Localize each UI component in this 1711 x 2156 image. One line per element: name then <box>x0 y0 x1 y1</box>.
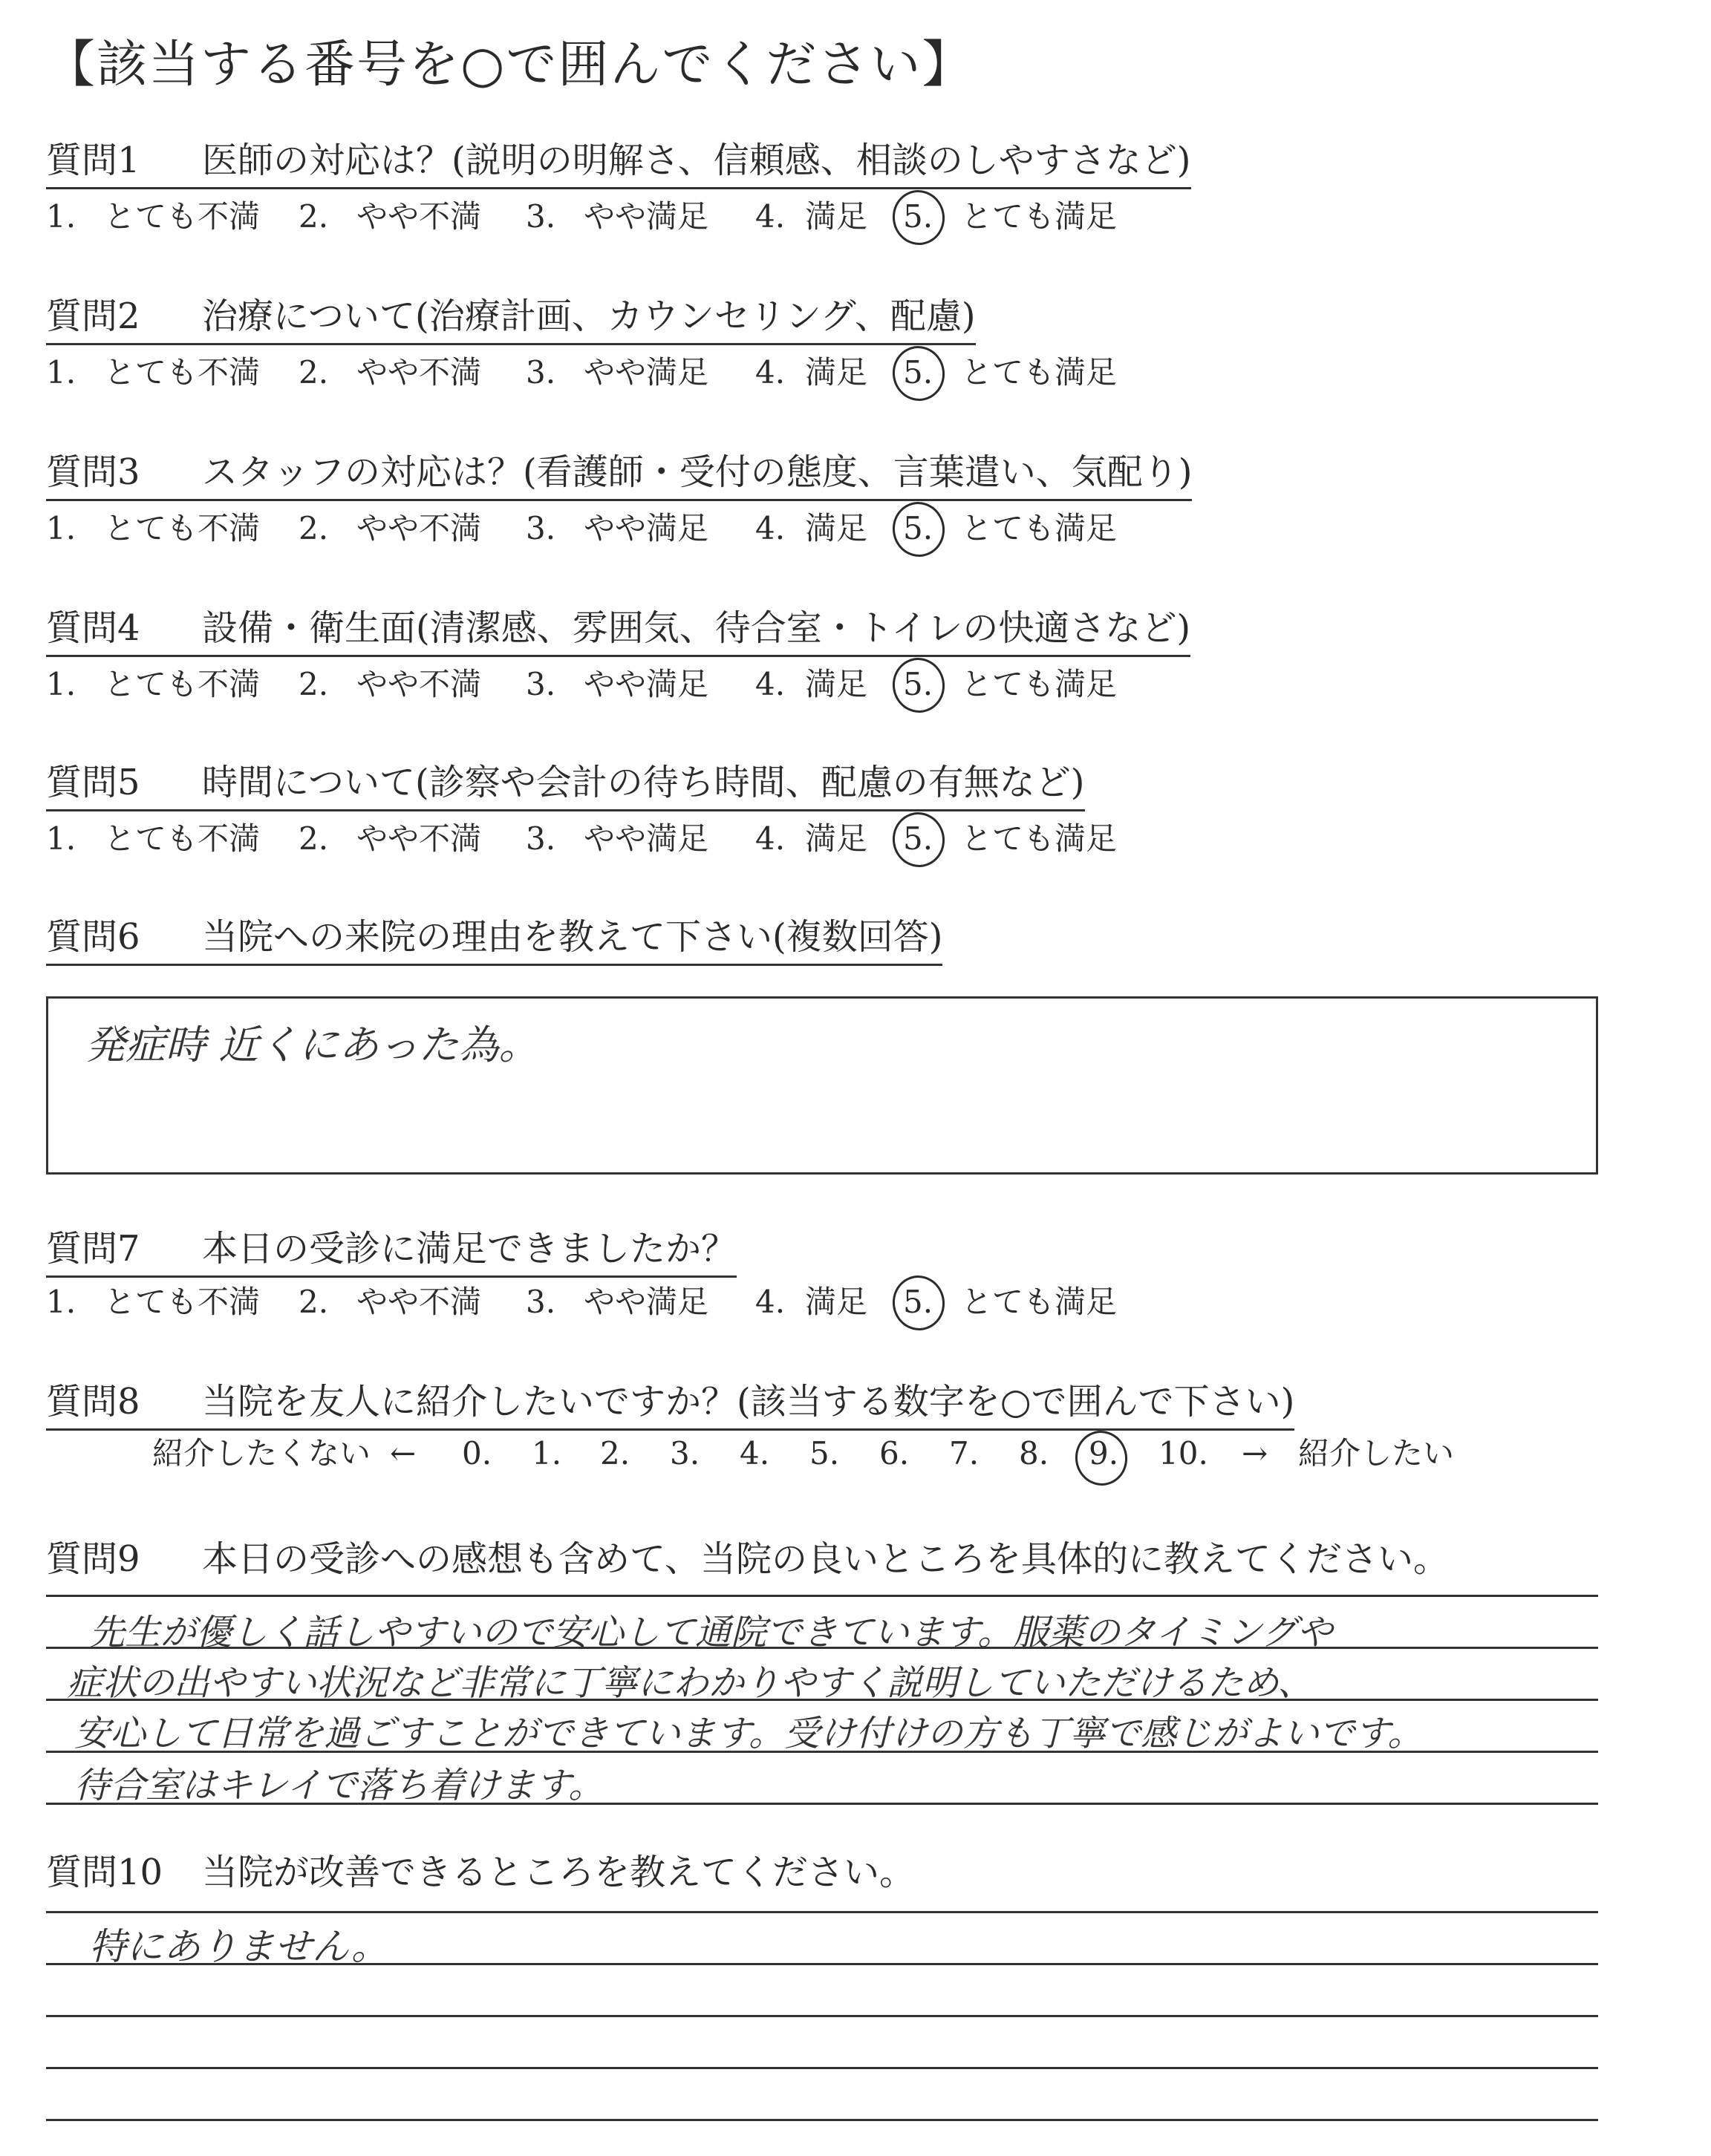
option-number-text: 3. <box>526 666 556 702</box>
option-label <box>961 1280 1117 1324</box>
option-number[interactable] <box>299 817 328 861</box>
option-number-text: 4. <box>755 666 786 702</box>
option-label <box>584 506 708 551</box>
option-number[interactable] <box>46 350 76 395</box>
question-6-title <box>46 910 942 966</box>
option-number[interactable] <box>299 506 328 551</box>
option-label-text: とても満足 <box>961 510 1118 546</box>
option-label-text: とても満足 <box>961 354 1118 391</box>
option-label <box>356 195 481 239</box>
option-label <box>961 350 1117 395</box>
option-number-text: 2. <box>299 666 329 702</box>
question-4-title <box>46 601 1190 657</box>
option-label <box>104 350 260 395</box>
option-number-text: 3. <box>526 510 556 546</box>
option-label-text: とても不満 <box>104 354 261 391</box>
question-5-title <box>46 756 1085 811</box>
option-number-text: 4. <box>755 1284 786 1320</box>
option-label-text: やや不満 <box>356 198 482 235</box>
question-number: 質問8 <box>46 1381 140 1422</box>
option-label <box>104 506 260 551</box>
option-label <box>961 817 1117 861</box>
question-text: 設備・衛生面(清潔感、雰囲気、待合室・トイレの快適さなど) <box>202 607 1191 649</box>
question-number: 質問2 <box>46 295 140 337</box>
nps-number-text: 2. <box>600 1435 630 1471</box>
option-number-text: 1. <box>46 510 76 546</box>
option-label <box>805 1280 867 1324</box>
question-number: 質問9 <box>46 1538 140 1580</box>
option-number[interactable] <box>903 195 933 239</box>
option-label-text: とても不満 <box>104 198 261 235</box>
option-number[interactable] <box>526 506 555 551</box>
question-3-title <box>46 445 1192 501</box>
nps-number[interactable] <box>670 1430 700 1477</box>
option-number[interactable] <box>755 195 785 239</box>
option-number[interactable] <box>299 1280 328 1324</box>
option-number-text: 5. <box>903 1284 933 1320</box>
option-number-text: 1. <box>46 198 76 235</box>
nps-right-label: 紹介したい <box>1298 1435 1455 1471</box>
option-label-text: やや満足 <box>584 1284 709 1320</box>
option-number-text: 4. <box>755 510 786 546</box>
option-label <box>356 817 481 861</box>
nps-number-text: 10. <box>1158 1435 1208 1471</box>
option-number[interactable] <box>526 1280 555 1324</box>
option-label <box>356 1280 481 1324</box>
option-label <box>584 195 708 239</box>
nps-number[interactable] <box>462 1430 492 1477</box>
option-number-text: 2. <box>299 510 329 546</box>
option-number-text: 4. <box>755 354 786 391</box>
option-label <box>584 1280 708 1324</box>
nps-number[interactable] <box>600 1430 630 1477</box>
option-label <box>104 1280 260 1324</box>
option-number[interactable] <box>755 1280 785 1324</box>
question-text: 治療について(治療計画、カウンセリング、配慮) <box>202 295 976 337</box>
nps-number[interactable] <box>1089 1430 1118 1477</box>
option-label <box>104 195 260 239</box>
nps-right-arrow: → <box>1242 1435 1268 1471</box>
option-label-text: とても不満 <box>104 820 261 857</box>
question-9-answer-line-4: 待合室はキレイで落ち着けます。 <box>74 1765 604 1806</box>
option-number-text: 2. <box>299 198 329 235</box>
nps-number-text: 3. <box>670 1435 700 1471</box>
question-text: 本日の受診への感想も含めて、当院の良いところを具体的に教えてください。 <box>202 1538 1450 1580</box>
option-label <box>356 506 481 551</box>
option-label <box>104 817 260 861</box>
option-number[interactable] <box>46 817 76 861</box>
option-label <box>961 195 1117 239</box>
option-label <box>104 662 260 707</box>
option-label-text: とても満足 <box>961 820 1118 857</box>
option-label-text: やや満足 <box>584 354 709 391</box>
answer-line <box>46 2067 1598 2069</box>
nps-left-arrow: ← <box>390 1435 417 1471</box>
option-label-text: やや不満 <box>356 354 482 391</box>
option-label-text: とても不満 <box>104 510 261 546</box>
option-number[interactable] <box>526 817 555 861</box>
option-label <box>805 350 867 395</box>
nps-number-text: 5. <box>809 1435 840 1471</box>
option-number-text: 3. <box>526 820 556 857</box>
question-number: 質問7 <box>46 1228 140 1270</box>
question-10-answer: 特にありません。 <box>89 1925 388 1968</box>
option-label-text: とても不満 <box>104 1284 261 1320</box>
option-label <box>805 506 867 551</box>
question-6-answer: 発症時 近くにあった為。 <box>85 1022 539 1068</box>
question-9-title <box>46 1532 1449 1586</box>
option-number[interactable] <box>755 350 785 395</box>
question-9-answer-line-1: 先生が優しく話しやすいので安心して通院できています。服薬のタイミングや <box>89 1612 1333 1653</box>
option-number[interactable] <box>903 506 933 551</box>
nps-number[interactable] <box>809 1430 839 1477</box>
option-number[interactable] <box>526 195 555 239</box>
answer-line <box>46 1595 1598 1597</box>
nps-number-text: 1. <box>532 1435 562 1471</box>
option-label-text: やや満足 <box>584 820 709 857</box>
option-label <box>356 350 481 395</box>
question-text: 本日の受診に満足できましたか？ <box>202 1228 737 1270</box>
option-number-text: 2. <box>299 820 329 857</box>
nps-left-label: 紹介したくない <box>152 1435 371 1471</box>
option-number-text: 1. <box>46 820 76 857</box>
question-1-title <box>46 134 1191 189</box>
question-7-title <box>46 1222 737 1278</box>
option-label-text: 満足 <box>805 1284 868 1320</box>
question-number: 質問1 <box>46 140 140 181</box>
option-label <box>805 817 867 861</box>
option-number-text: 2. <box>299 1284 329 1320</box>
option-number-text: 3. <box>526 198 556 235</box>
question-number: 質問6 <box>46 916 140 958</box>
option-label-text: 満足 <box>805 198 868 235</box>
option-number[interactable] <box>526 350 555 395</box>
option-label <box>805 662 867 707</box>
question-text: スタッフの対応は？(看護師・受付の態度、言葉遣い、気配り) <box>202 451 1193 493</box>
question-number: 質問3 <box>46 451 140 493</box>
nps-number-text: 7. <box>949 1435 980 1471</box>
option-number[interactable] <box>755 662 785 707</box>
nps-number[interactable] <box>1019 1430 1049 1477</box>
option-number[interactable] <box>903 662 933 707</box>
question-2-title <box>46 290 976 345</box>
nps-number[interactable] <box>1158 1430 1208 1477</box>
option-label-text: とても満足 <box>961 198 1118 235</box>
option-label-text: やや満足 <box>584 510 709 546</box>
answer-line <box>46 2119 1598 2121</box>
answer-line <box>46 1911 1598 1913</box>
question-8-title <box>46 1375 1294 1431</box>
option-label <box>584 350 708 395</box>
option-number-text: 5. <box>903 820 933 857</box>
nps-number-text: 9. <box>1089 1435 1118 1471</box>
option-number-text: 1. <box>46 1284 76 1320</box>
option-label-text: やや満足 <box>584 666 709 702</box>
option-number[interactable] <box>299 662 328 707</box>
page-header: 【該当する番号を○で囲んでください】 <box>45 36 974 94</box>
option-label-text: 満足 <box>805 510 868 546</box>
option-number-text: 3. <box>526 1284 556 1320</box>
option-label-text: やや満足 <box>584 198 709 235</box>
option-number-text: 4. <box>755 198 786 235</box>
option-label-text: とても満足 <box>961 666 1118 702</box>
answer-line <box>46 2015 1598 2017</box>
nps-number[interactable] <box>879 1430 909 1477</box>
option-label <box>356 662 481 707</box>
option-number-text: 1. <box>46 354 76 391</box>
option-number[interactable] <box>46 662 76 707</box>
option-number[interactable] <box>903 1280 933 1324</box>
option-label <box>584 817 708 861</box>
option-number[interactable] <box>755 506 785 551</box>
nps-number-text: 0. <box>462 1435 492 1471</box>
option-number[interactable] <box>903 817 933 861</box>
option-label-text: やや不満 <box>356 820 482 857</box>
option-number-text: 3. <box>526 354 556 391</box>
option-number-text: 1. <box>46 666 76 702</box>
question-6-answer-box[interactable] <box>46 996 1598 1175</box>
option-number[interactable] <box>299 350 328 395</box>
option-label-text: やや不満 <box>356 510 482 546</box>
option-number[interactable] <box>46 1280 76 1324</box>
option-number-text: 5. <box>903 666 933 702</box>
question-text: 当院を友人に紹介したいですか？(該当する数字を○で囲んで下さい) <box>202 1381 1295 1422</box>
nps-number[interactable] <box>740 1430 769 1477</box>
selected-circle-mark <box>1071 1426 1132 1489</box>
option-label-text: とても不満 <box>104 666 261 702</box>
question-text: 時間について(診察や会計の待ち時間、配慮の有無など) <box>202 762 1085 803</box>
option-label <box>805 195 867 239</box>
option-label-text: やや不満 <box>356 666 482 702</box>
question-text: 医師の対応は？(説明の明解さ、信頼感、相談のしやすさなど) <box>202 140 1191 181</box>
option-number[interactable] <box>46 506 76 551</box>
question-9-answer-line-2: 症状の出やすい状況など非常に丁寧にわかりやすく説明していただけるため、 <box>67 1662 1314 1704</box>
option-label <box>961 662 1117 707</box>
option-number[interactable] <box>903 350 933 395</box>
question-text: 当院が改善できるところを教えてください。 <box>202 1852 916 1893</box>
question-number: 質問10 <box>46 1852 163 1893</box>
option-number[interactable] <box>526 662 555 707</box>
option-label-text: 満足 <box>805 354 868 391</box>
question-number: 質問4 <box>46 607 140 649</box>
nps-number-text: 8. <box>1019 1435 1049 1471</box>
option-number-text: 5. <box>903 354 933 391</box>
option-number-text: 5. <box>903 510 933 546</box>
option-label-text: とても満足 <box>961 1284 1118 1320</box>
option-label-text: 満足 <box>805 666 868 702</box>
option-number-text: 2. <box>299 354 329 391</box>
option-label <box>961 506 1117 551</box>
question-text: 当院への来院の理由を教えて下さい(複数回答) <box>202 916 943 958</box>
option-number[interactable] <box>46 195 76 239</box>
option-number[interactable] <box>755 817 785 861</box>
nps-number-text: 4. <box>740 1435 770 1471</box>
option-label <box>584 662 708 707</box>
option-number[interactable] <box>299 195 328 239</box>
option-label-text: 満足 <box>805 820 868 857</box>
question-9-answer-line-3: 安心して日常を過ごすことができています。受け付けの方も丁寧で感じがよいです。 <box>74 1713 1424 1754</box>
option-number-text: 5. <box>903 198 933 235</box>
nps-number[interactable] <box>949 1430 979 1477</box>
option-label-text: やや不満 <box>356 1284 482 1320</box>
nps-number-text: 6. <box>879 1435 910 1471</box>
nps-number[interactable] <box>532 1430 561 1477</box>
question-number: 質問5 <box>46 762 140 803</box>
option-number-text: 4. <box>755 820 786 857</box>
question-10-title <box>46 1846 915 1899</box>
